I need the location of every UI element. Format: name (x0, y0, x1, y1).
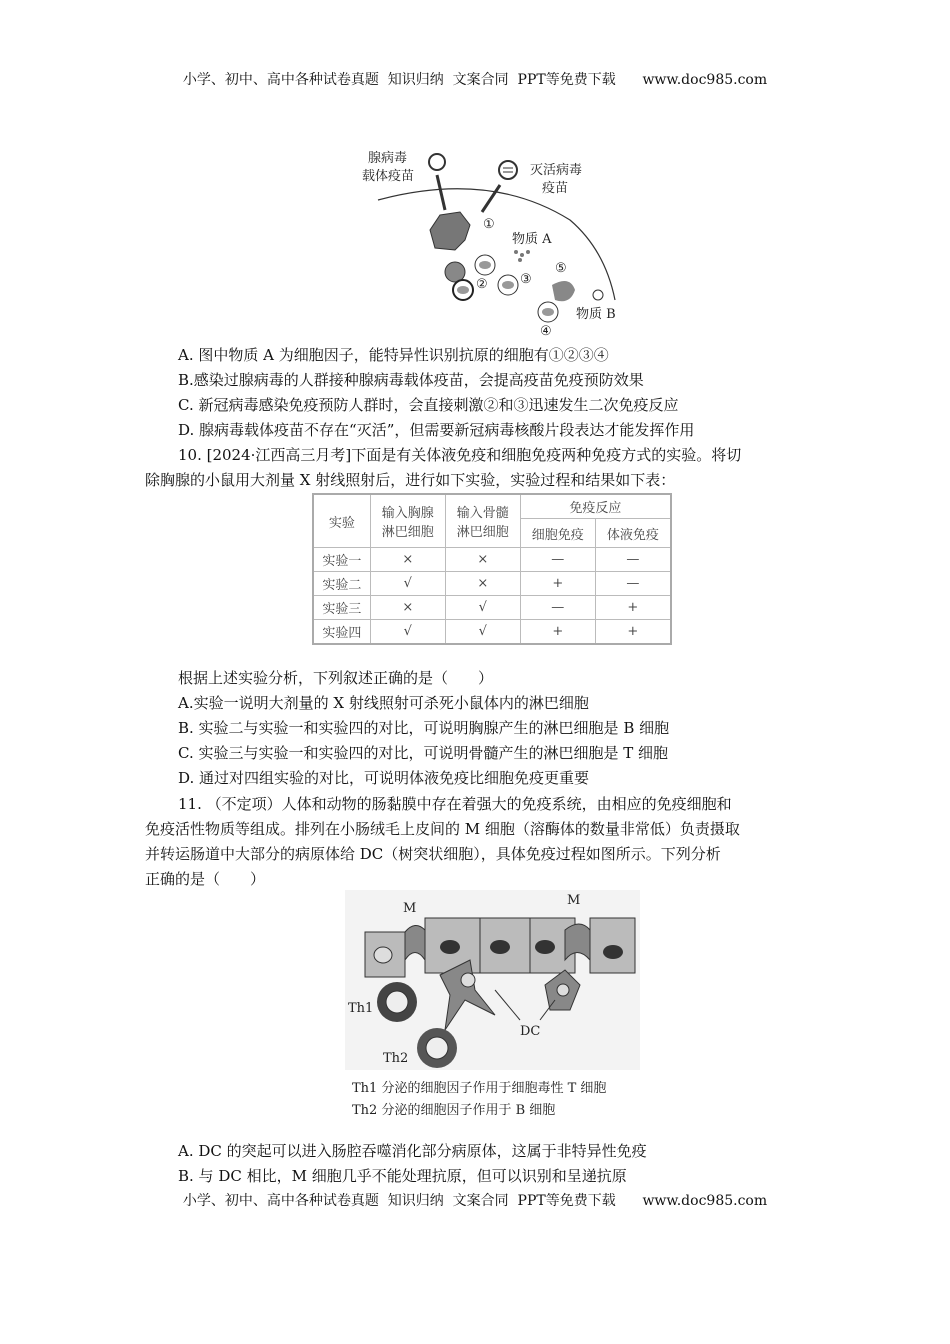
svg-text:③: ③ (520, 272, 532, 287)
q11-stem-3: 并转运肠道中大部分的病原体给 DC（树突状细胞），具体免疫过程如图所示。下列分析 (145, 845, 721, 863)
q11-stem-4: 正确的是（ ） (145, 870, 266, 888)
table-row: 实验一 × × — — (313, 548, 671, 572)
q11-option-b: B. 与 DC 相比，M 细胞几乎不能处理抗原，但可以识别和呈递抗原 (178, 1167, 627, 1185)
q10-stem-2: 除胸腺的小鼠用大剂量 X 射线照射后，进行如下实验，实验过程和结果如下表： (145, 471, 676, 489)
header-marrow: 输入骨髓 淋巴细胞 (445, 494, 520, 548)
q10-option-b: B. 实验二与实验一和实验四的对比，可说明胸腺产生的淋巴细胞是 B 细胞 (178, 719, 670, 737)
header-response: 免疫反应 (520, 494, 671, 519)
header-cellular: 细胞免疫 (520, 519, 595, 548)
table-row: 实验二 √ × + — (313, 572, 671, 596)
inactivated-virus-icon (499, 161, 517, 179)
syringe-icon (437, 175, 445, 210)
q9-option-c: C. 新冠病毒感染免疫预防人群时，会直接刺激②和③迅速发生二次免疫反应 (178, 396, 679, 414)
q10-option-c: C. 实验三与实验一和实验四的对比，可说明骨髓产生的淋巴细胞是 T 细胞 (178, 744, 669, 762)
table-row: 实验四 √ √ + + (313, 620, 671, 645)
q11-stem-2: 免疫活性物质等组成。排列在小肠绒毛上皮间的 M 细胞（溶酶体的数量非常低）负责摄取 (145, 820, 740, 838)
table-row: 实验三 × √ — + (313, 596, 671, 620)
adenovirus-icon (429, 154, 445, 170)
header-thymus: 输入胸腺 淋巴细胞 (370, 494, 445, 548)
q10-option-d: D. 通过对四组实验的对比，可说明体液免疫比细胞免疫更重要 (178, 769, 590, 787)
q9-option-b: B.感染过腺病毒的人群接种腺病毒载体疫苗，会提高疫苗免疫预防效果 (178, 371, 644, 389)
vaccine-immune-diagram (340, 140, 640, 340)
svg-text:④: ④ (540, 324, 552, 339)
q10-stem-1: 10. [2024·江西高三月考]下面是有关体液免疫和细胞免疫两种免疫方式的实验。将切 (178, 446, 742, 464)
label-m-cell-2: M (567, 893, 581, 908)
plasma-cell (552, 281, 575, 301)
q9-option-d: D. 腺病毒载体疫苗不存在“灭活”，但需要新冠病毒核酸片段表达才能发挥作用 (178, 421, 695, 439)
label-inactivated-vaccine-2: 疫苗 (542, 181, 569, 196)
q10-question: 根据上述实验分析，下列叙述正确的是（ ） (178, 669, 494, 687)
q11-option-a: A. DC 的突起可以进入肠腔吞噬消化部分病原体，这属于非特异性免疫 (178, 1142, 647, 1160)
figure-caption-1: Th1 分泌的细胞因子作用于细胞毒性 T 细胞 (352, 1081, 607, 1096)
header-humoral: 体液免疫 (595, 519, 671, 548)
label-inactivated-vaccine-1: 灭活病毒 (530, 163, 583, 178)
q10-option-a: A.实验一说明大剂量的 X 射线照射可杀死小鼠体内的淋巴细胞 (178, 694, 589, 712)
label-substance-a: 物质 A (512, 232, 552, 247)
q11-stem-1: 11. （不定项）人体和动物的肠黏膜中存在着强大的免疫系统，由相应的免疫细胞和 (178, 795, 732, 813)
label-th2: Th2 (383, 1051, 409, 1066)
svg-text:⑤: ⑤ (555, 261, 567, 276)
label-m-cell-1: M (403, 901, 417, 916)
cell-membrane-curve (378, 189, 615, 300)
label-adenovirus-vaccine-1: 腺病毒 (368, 151, 408, 166)
antigen-presenting-cell (430, 212, 470, 250)
label-substance-b: 物质 B (576, 307, 616, 322)
header-experiment: 实验 (313, 494, 370, 548)
label-dc: DC (520, 1024, 541, 1039)
experiment-table (312, 493, 672, 645)
figure-caption-2: Th2 分泌的细胞因子作用于 B 细胞 (352, 1103, 556, 1118)
page-header: 小学、初中、高中各种试卷真题 知识归纳 文案合同 PPT等免费下载 www.doc985.com (182, 72, 768, 88)
label-adenovirus-vaccine-2: 载体疫苗 (362, 169, 415, 184)
label-th1: Th1 (348, 1001, 374, 1016)
page-footer: 小学、初中、高中各种试卷真题 知识归纳 文案合同 PPT等免费下载 www.doc985.com (182, 1193, 768, 1209)
syringe-icon (482, 185, 500, 212)
q9-option-a: A. 图中物质 A 为细胞因子，能特异性识别抗原的细胞有①②③④ (178, 346, 609, 364)
svg-text:②: ② (476, 277, 488, 292)
intestinal-immune-diagram (345, 890, 640, 1070)
svg-text:①: ① (483, 217, 495, 232)
